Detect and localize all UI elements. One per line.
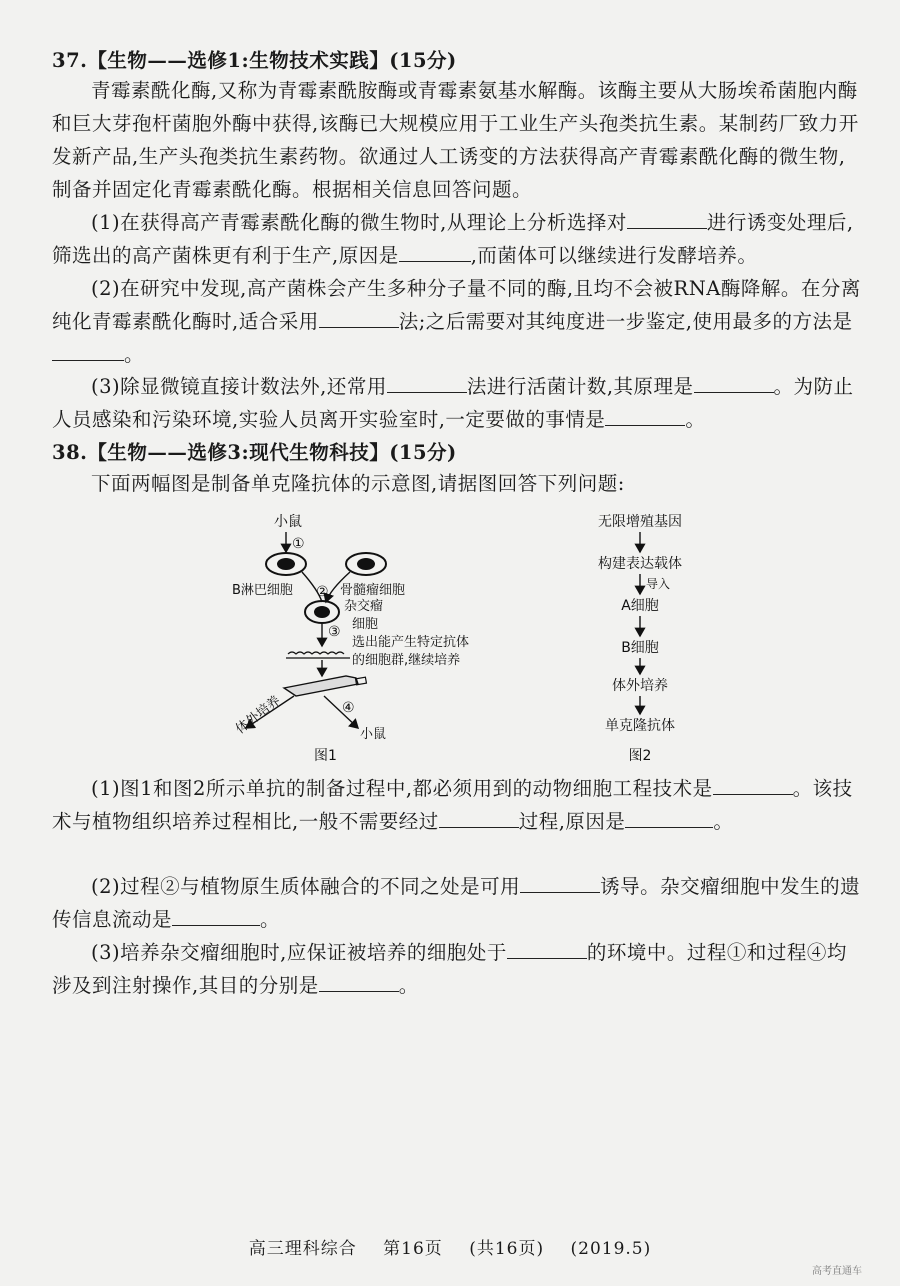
q37-sub1-text-c: ,而菌体可以继续进行发酵培养。 [470, 244, 758, 267]
answer-blank[interactable] [387, 372, 467, 393]
q37-sub3-text-b: 法进行活菌计数,其原理是 [466, 375, 694, 398]
fig1-hybridoma-label-2: 细胞 [352, 617, 379, 632]
corner-watermark: 高考直通车 [812, 1266, 862, 1277]
q38-sub3 [52, 936, 864, 1002]
q38-sub1-text-c: 过程,原因是 [518, 810, 626, 833]
fig2-node-gene: 无限增殖基因 [598, 514, 682, 530]
myeloma-cell-icon [346, 553, 386, 575]
q37-sub2-text-b: 法;之后需要对其纯度进一步鉴定,使用最多的方法是 [398, 310, 853, 333]
q38-sub1-text-a: (1)图1和图2所示单抗的制备过程中,都必须用到的动物细胞工程技术是 [91, 777, 713, 800]
q38-sub2-text-a: (2)过程②与植物原生质体融合的不同之处是可用 [91, 875, 521, 898]
answer-blank[interactable] [52, 340, 124, 361]
fig2-node-a-cell: A细胞 [621, 598, 659, 614]
answer-blank[interactable] [399, 241, 471, 262]
fig2-node-antibody: 单克隆抗体 [605, 718, 675, 734]
fig2-node-in-vitro: 体外培养 [612, 678, 668, 694]
fig2-caption: 图2 [628, 748, 652, 764]
q37-sub2-text-a: (2)在研究中发现,高产菌株会产生多种分子量不同的酶,且均不会被RNA酶降解。在分离纯化青霉素酰化酶时,适合采用 [52, 277, 861, 333]
fig1-mouse-top: 小鼠 [274, 514, 302, 530]
q37-sub1-text-b: 进行诱变处理后,筛选出的高产菌株更有利于生产,原因是 [52, 211, 854, 267]
fig2-node-vector: 构建表达载体 [598, 556, 682, 572]
q37-sub3-text-a: (3)除显微镜直接计数法外,还常用 [91, 375, 387, 398]
footer-page-number: 第16页 [383, 1239, 443, 1259]
q38-heading: 38.【生物——选修3:现代生物科技】(15分) [52, 441, 457, 464]
q38-sub3-text-c: 。 [398, 974, 419, 997]
q37-sub1 [52, 206, 864, 272]
figure-1 [218, 506, 488, 768]
q38-sub3-text-b: 的环境中。过程①和过程④均涉及到注射操作,其目的分别是 [52, 941, 847, 997]
answer-blank[interactable] [605, 405, 685, 426]
fig1-in-vitro-label: 体外培养 [233, 693, 284, 738]
answer-blank[interactable] [625, 807, 713, 828]
culture-flask-icon [284, 676, 366, 696]
fig1-step2: ② [316, 584, 329, 600]
q38-sub1-text-b: 。该技术与植物组织培养过程相比,一般不需要经过 [52, 777, 853, 833]
q37-heading: 37.【生物——选修1:生物技术实践】(15分) [52, 49, 457, 72]
fig1-b-cell-label: B淋巴细胞 [232, 583, 293, 598]
answer-blank[interactable] [439, 807, 519, 828]
fig1-step1: ① [292, 536, 305, 552]
q38-sub3-text-a: (3)培养杂交瘤细胞时,应保证被培养的细胞处于 [91, 941, 507, 964]
q38-sub2 [52, 870, 864, 936]
q37-sub2-text-c: 。 [124, 343, 145, 366]
q38-sub1-text-d: 。 [713, 810, 734, 833]
answer-blank[interactable] [713, 774, 793, 795]
fig2-import-label: 导入 [646, 577, 671, 591]
fig1-mouse-bottom: 小鼠 [360, 727, 387, 742]
footer-date: (2019.5) [570, 1239, 652, 1259]
q37-intro: 青霉素酰化酶,又称为青霉素酰胺酶或青霉素氨基水解酶。该酶主要从大肠埃希菌胞内酶和巨大芽孢杆菌胞外酶中获得,该酶已大规模应用于工业生产头孢类抗生素。某制药厂致力开发新产品,生产头孢类抗生素药物。欲通过人工诱变的方法获得高产青霉素酰化酶的微生物,制备并固定化青霉素酰化酶。根据相关信息回答问题。 [52, 79, 859, 201]
fig1-myeloma-label: 骨髓瘤细胞 [340, 583, 406, 598]
fig1-step3: ③ [328, 624, 341, 640]
fig1-step4: ④ [342, 700, 355, 716]
answer-blank[interactable] [520, 872, 600, 893]
fig1-select-label-2: 的细胞群,继续培养 [352, 653, 461, 668]
page-footer [0, 1234, 900, 1259]
q37-sub3 [52, 370, 864, 436]
answer-blank[interactable] [319, 307, 399, 328]
answer-blank[interactable] [172, 905, 260, 926]
answer-blank[interactable] [694, 372, 774, 393]
footer-total-pages: (共16页) [469, 1239, 545, 1259]
answer-blank[interactable] [627, 208, 707, 229]
hybridoma-cell-icon [305, 601, 339, 623]
q38-sub2-text-c: 。 [260, 908, 281, 931]
q37-sub2 [52, 272, 864, 371]
fig2-node-b-cell: B细胞 [621, 640, 659, 656]
q38-intro: 下面两幅图是制备单克隆抗体的示意图,请据图回答下列问题: [91, 472, 625, 495]
q37-sub3-text-c: 。为防止人员感染和污染环境,实验人员离开实验室时,一定要做的事情是 [52, 375, 854, 431]
b-lymphocyte-cell-icon [266, 553, 306, 575]
answer-blank[interactable] [319, 971, 399, 992]
fig1-select-label-1: 选出能产生特定抗体 [352, 635, 470, 650]
q38-sub1 [52, 772, 864, 838]
q37-sub3-text-d: 。 [685, 408, 706, 431]
footer-subject: 高三理科综合 [248, 1239, 357, 1259]
q38-sub2-text-b: 诱导。杂交瘤细胞中发生的遗传信息流动是 [52, 875, 861, 931]
figure-2 [560, 506, 720, 768]
fig1-caption: 图1 [314, 748, 337, 764]
culture-dish-icon [286, 652, 350, 658]
answer-blank[interactable] [507, 938, 587, 959]
fig1-hybridoma-label-1: 杂交瘤 [344, 599, 384, 614]
q37-sub1-text-a: (1)在获得高产青霉素酰化酶的微生物时,从理论上分析选择对 [91, 211, 627, 234]
